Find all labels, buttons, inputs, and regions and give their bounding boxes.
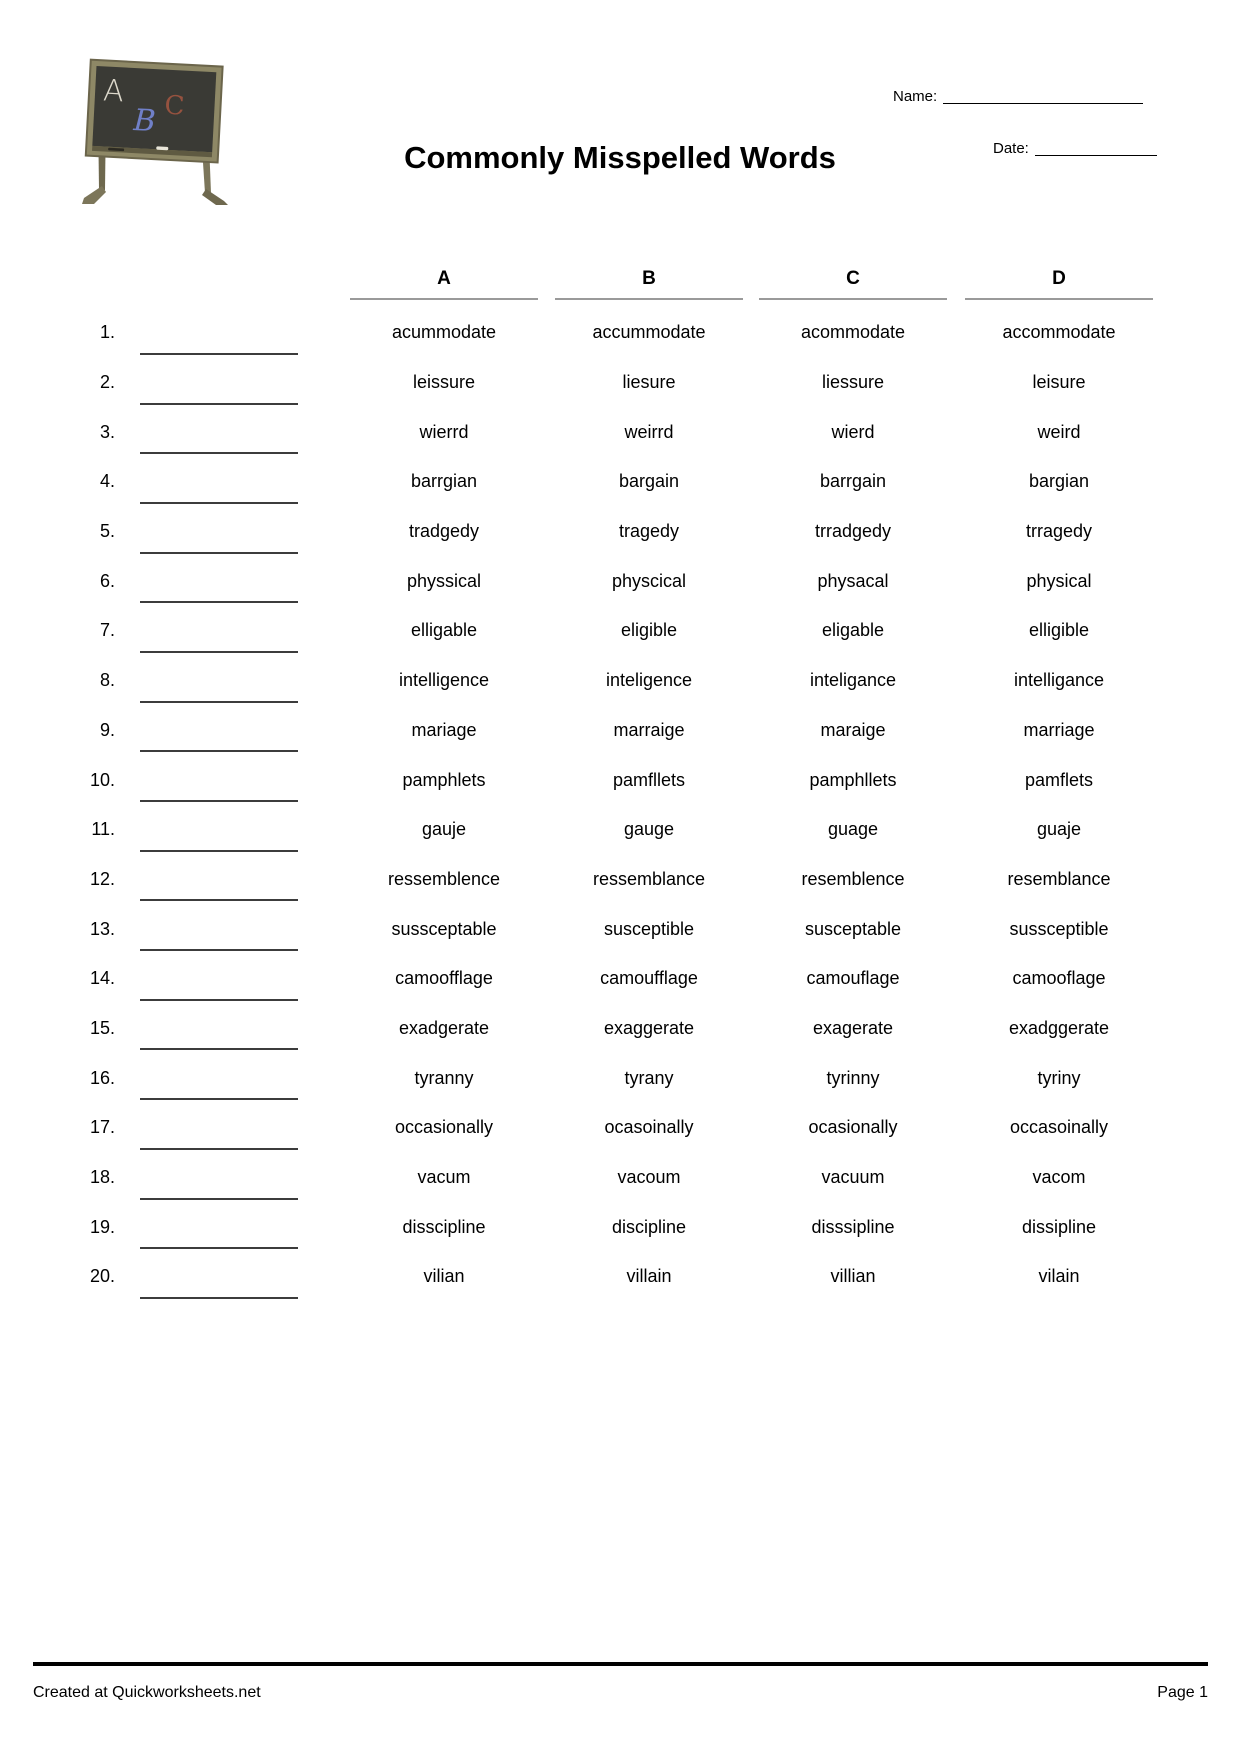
word-option-c: pamphllets [809, 769, 897, 790]
word-option-b: weirrd [624, 421, 674, 442]
word-option-a: vacum [417, 1167, 471, 1188]
column-header-b: B [555, 268, 743, 300]
footer-page-number: Page 1 [1157, 1684, 1208, 1701]
row-number: 15. [89, 1017, 115, 1038]
table-row [0, 606, 1240, 656]
row-number: 17. [89, 1117, 115, 1138]
answer-blank [140, 1267, 298, 1299]
word-option-b: eligible [620, 620, 678, 641]
svg-text:B: B [132, 103, 157, 140]
answer-blank [140, 621, 298, 653]
date-field [993, 140, 1157, 157]
word-option-b: pamfllets [612, 769, 686, 790]
table-rows [0, 308, 1240, 1302]
page-title: Commonly Misspelled Words [404, 140, 836, 175]
word-option-d: elligible [1028, 620, 1090, 641]
name-field [893, 88, 1143, 105]
table-header-row [0, 268, 1240, 300]
answer-blank [140, 869, 298, 901]
word-option-c: ocasionally [808, 1117, 898, 1138]
footer [33, 1684, 1208, 1702]
word-option-c: guage [827, 819, 879, 840]
word-option-c: villian [830, 1266, 876, 1287]
word-option-d: exadggerate [1008, 1017, 1110, 1038]
word-option-d: guaje [1036, 819, 1082, 840]
word-option-b: vacoum [617, 1167, 681, 1188]
word-option-a: disscipline [402, 1216, 486, 1237]
word-option-a: elligable [410, 620, 478, 641]
row-number: 6. [99, 570, 115, 591]
table-row [0, 954, 1240, 1004]
word-option-b: inteligence [605, 670, 693, 691]
word-option-d: leisure [1032, 372, 1086, 393]
answer-blank [140, 1118, 298, 1150]
table-row [0, 1004, 1240, 1054]
date-line [1035, 141, 1157, 156]
row-number: 5. [99, 521, 115, 542]
row-number: 3. [99, 421, 115, 442]
word-option-a: acummodate [391, 322, 497, 343]
word-option-b: accummodate [592, 322, 706, 343]
svg-text:C: C [163, 90, 186, 122]
word-option-a: physsical [406, 570, 482, 591]
word-option-b: ocasoinally [604, 1117, 694, 1138]
word-option-d: weird [1037, 421, 1081, 442]
table-row [0, 855, 1240, 905]
column-header-d: D [965, 268, 1153, 300]
answer-blank [140, 1018, 298, 1050]
word-option-a: mariage [411, 719, 477, 740]
word-option-d: marriage [1023, 719, 1095, 740]
answer-blank [140, 373, 298, 405]
chalkboard-icon [72, 55, 237, 205]
word-option-b: marraige [613, 719, 685, 740]
answer-blank [140, 1168, 298, 1200]
row-number: 18. [89, 1167, 115, 1188]
word-option-b: gauge [623, 819, 675, 840]
word-option-d: tyriny [1037, 1067, 1081, 1088]
column-header-c: C [759, 268, 947, 300]
word-option-a: leissure [412, 372, 476, 393]
word-option-d: vacom [1032, 1167, 1086, 1188]
table-row [0, 656, 1240, 706]
table-row [0, 308, 1240, 358]
answer-blank [140, 919, 298, 951]
answer-blank [140, 1217, 298, 1249]
row-number: 16. [89, 1067, 115, 1088]
row-number: 7. [99, 620, 115, 641]
name-label: Name: [893, 88, 938, 105]
word-option-a: barrgian [410, 471, 478, 492]
word-option-a: sussceptable [391, 918, 497, 939]
word-option-a: pamphlets [402, 769, 486, 790]
date-label: Date: [993, 140, 1029, 157]
table-row [0, 407, 1240, 457]
word-option-c: liessure [821, 372, 885, 393]
word-option-c: exagerate [812, 1017, 894, 1038]
word-option-d: pamflets [1024, 769, 1094, 790]
answer-blank [140, 969, 298, 1001]
word-option-b: villain [626, 1266, 672, 1287]
row-number: 12. [89, 868, 115, 889]
table-row [0, 556, 1240, 606]
word-choice-table [0, 268, 1240, 1302]
word-option-d: resemblance [1007, 868, 1111, 889]
row-number: 2. [99, 372, 115, 393]
word-option-d: physical [1026, 570, 1092, 591]
answer-blank [140, 522, 298, 554]
word-option-a: tradgedy [408, 521, 480, 542]
word-option-b: tragedy [618, 521, 680, 542]
word-option-c: barrgain [819, 471, 887, 492]
word-option-b: camoufflage [600, 968, 698, 989]
word-option-d: occasoinally [1009, 1117, 1109, 1138]
word-option-b: tyrany [624, 1067, 674, 1088]
table-row [0, 358, 1240, 408]
table-row [0, 1053, 1240, 1103]
row-number: 20. [89, 1266, 115, 1287]
row-number: 8. [99, 670, 115, 691]
svg-text:A: A [102, 73, 125, 110]
word-option-c: vacuum [821, 1167, 885, 1188]
row-number: 1. [99, 322, 115, 343]
answer-blank [140, 820, 298, 852]
word-option-a: intelligence [398, 670, 490, 691]
word-option-d: bargian [1028, 471, 1090, 492]
word-option-b: ressemblance [592, 868, 706, 889]
answer-blank [140, 571, 298, 603]
answer-blank [140, 323, 298, 355]
table-row [0, 457, 1240, 507]
word-option-a: wierrd [419, 421, 469, 442]
word-option-a: tyranny [414, 1067, 474, 1088]
word-option-c: wierd [831, 421, 875, 442]
answer-blank [140, 720, 298, 752]
footer-credit: Created at Quickworksheets.net [33, 1684, 261, 1701]
word-option-b: discipline [611, 1216, 687, 1237]
word-option-a: camoofflage [395, 968, 493, 989]
word-option-c: acommodate [800, 322, 906, 343]
table-row [0, 1202, 1240, 1252]
word-option-b: susceptible [603, 918, 695, 939]
row-number: 10. [89, 769, 115, 790]
table-row [0, 755, 1240, 805]
word-option-c: disssipline [811, 1216, 895, 1237]
word-option-c: maraige [820, 719, 886, 740]
table-row [0, 1252, 1240, 1302]
answer-blank [140, 671, 298, 703]
table-row [0, 1103, 1240, 1153]
row-number: 19. [89, 1216, 115, 1237]
word-option-c: trradgedy [814, 521, 892, 542]
word-option-a: ressemblence [387, 868, 501, 889]
word-option-a: vilian [423, 1266, 465, 1287]
word-option-d: dissipline [1021, 1216, 1097, 1237]
word-option-d: trragedy [1025, 521, 1093, 542]
word-option-b: exaggerate [603, 1017, 695, 1038]
word-option-c: inteligance [809, 670, 897, 691]
word-option-c: tyrinny [826, 1067, 880, 1088]
row-number: 4. [99, 471, 115, 492]
word-option-a: exadgerate [398, 1017, 490, 1038]
word-option-c: eligable [821, 620, 885, 641]
table-row [0, 805, 1240, 855]
name-line [943, 89, 1143, 104]
word-option-b: liesure [622, 372, 676, 393]
table-row [0, 904, 1240, 954]
table-row [0, 706, 1240, 756]
word-option-a: occasionally [394, 1117, 494, 1138]
word-option-b: physcical [611, 570, 687, 591]
word-option-c: physacal [817, 570, 889, 591]
answer-blank [140, 770, 298, 802]
row-number: 13. [89, 918, 115, 939]
answer-blank [140, 422, 298, 454]
row-number: 14. [89, 968, 115, 989]
word-option-d: sussceptible [1009, 918, 1109, 939]
row-number: 9. [99, 719, 115, 740]
word-option-d: camooflage [1012, 968, 1106, 989]
column-header-a: A [350, 268, 538, 300]
word-option-c: camouflage [806, 968, 900, 989]
word-option-d: intelligance [1013, 670, 1105, 691]
word-option-d: vilain [1038, 1266, 1080, 1287]
answer-blank [140, 472, 298, 504]
word-option-c: susceptable [804, 918, 902, 939]
word-option-a: gauje [421, 819, 467, 840]
table-row [0, 1153, 1240, 1203]
footer-divider [33, 1662, 1208, 1666]
answer-blank [140, 1068, 298, 1100]
word-option-c: resemblence [801, 868, 905, 889]
row-number: 11. [91, 819, 115, 840]
table-row [0, 507, 1240, 557]
word-option-b: bargain [618, 471, 680, 492]
word-option-d: accommodate [1002, 322, 1116, 343]
